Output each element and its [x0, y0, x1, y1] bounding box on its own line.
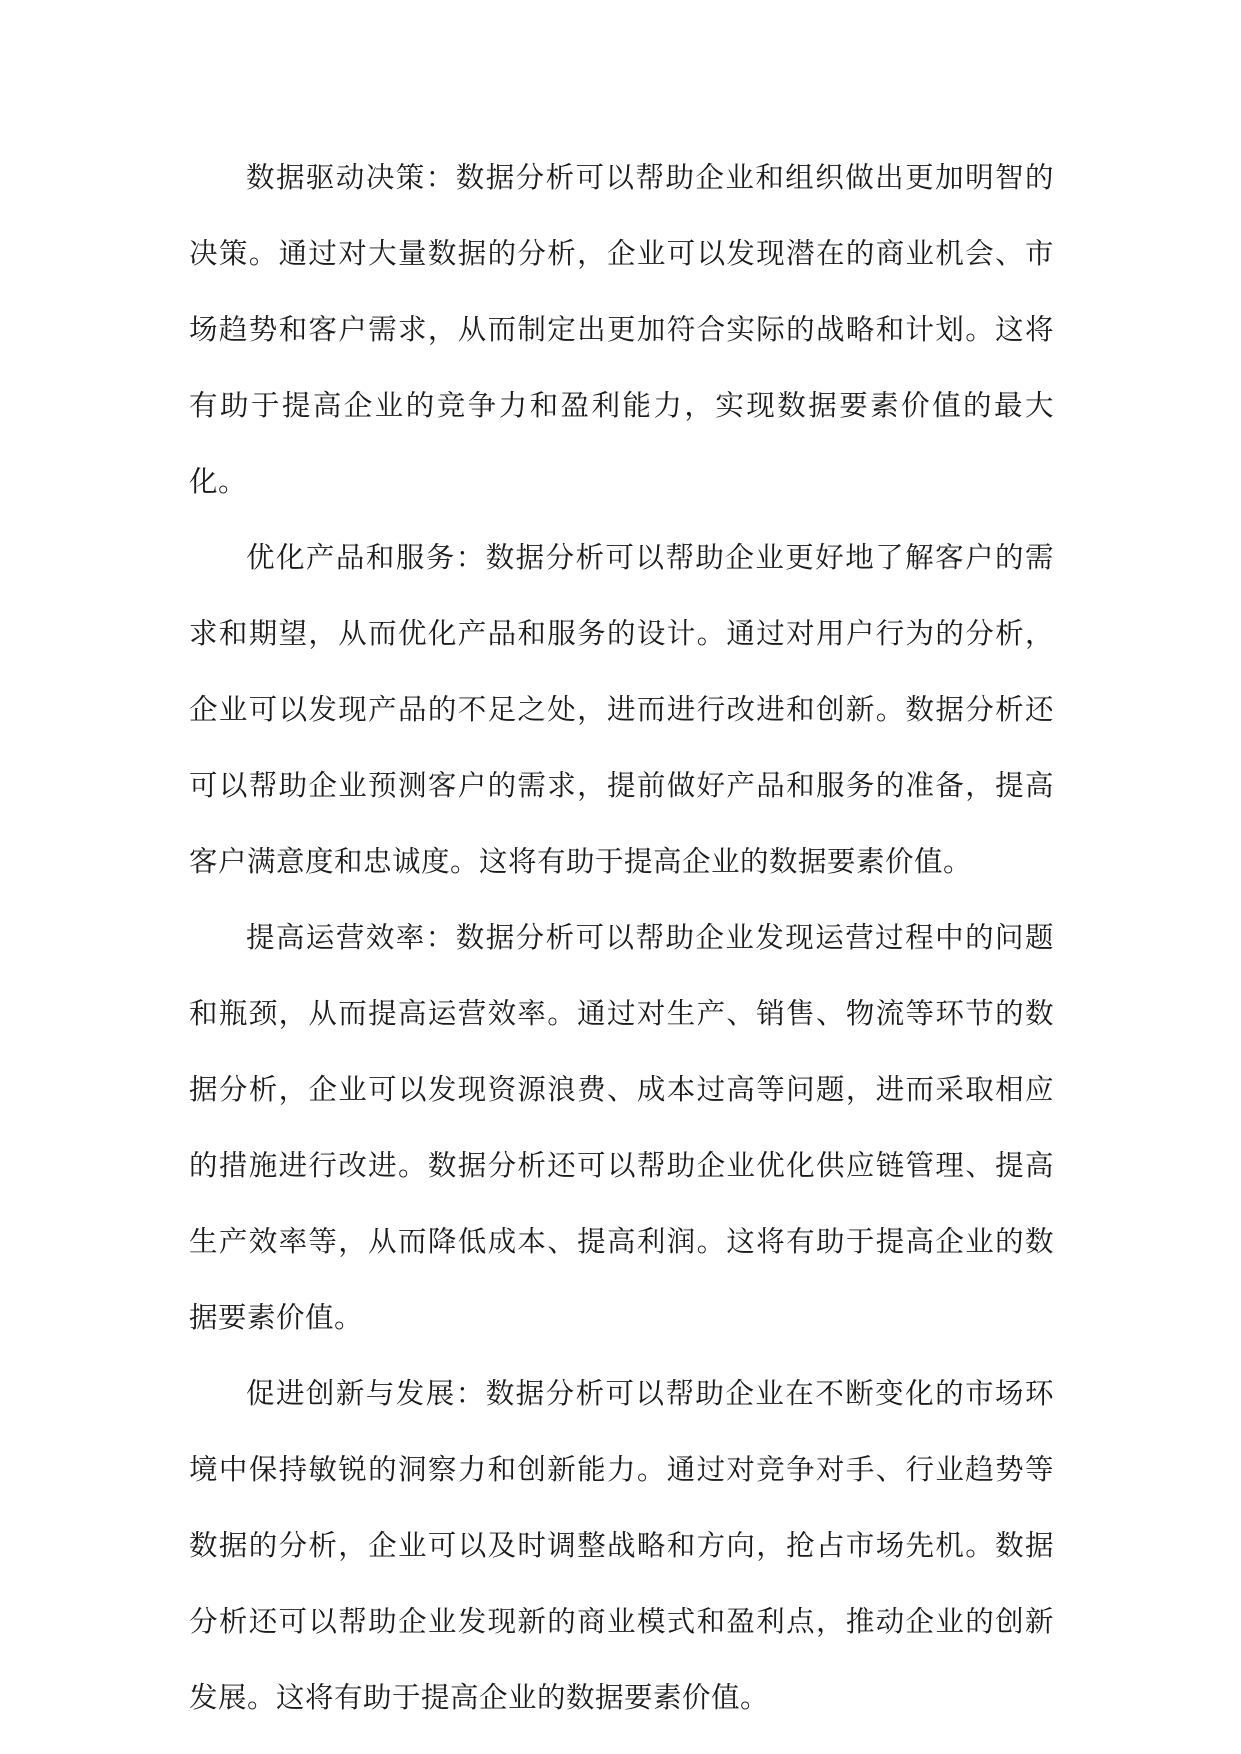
paragraph-optimize-products-services: 优化产品和服务：数据分析可以帮助企业更好地了解客户的需求和期望，从而优化产品和服务的设计。通过对用户行为的分析，企业可以发现产品的不足之处，进而进行改进和创新。数据分析还可以帮助企业预测客户的需求，提前做好产品和服务的准备，提高客户满意度和忠诚度。这将有助于提高企业的数据要素价值。 — [189, 541, 1054, 878]
paragraph-improve-operational-efficiency: 提高运营效率：数据分析可以帮助企业发现运营过程中的问题和瓶颈，从而提高运营效率。通过对生产、销售、物流等环节的数据分析，企业可以发现资源浪费、成本过高等问题，进而采取相应的措施进行改进。数据分析还可以帮助企业优化供应链管理、提高生产效率等，从而降低成本、提高利润。这将有助于提高企业的数据要素价值。 — [189, 921, 1054, 1334]
document-body — [189, 140, 1054, 1736]
paragraph-data-driven-decisions: 数据驱动决策：数据分析可以帮助企业和组织做出更加明智的决策。通过对大量数据的分析，企业可以发现潜在的商业机会、市场趋势和客户需求，从而制定出更加符合实际的战略和计划。这将有助于提高企业的竞争力和盈利能力，实现数据要素价值的最大化。 — [189, 161, 1054, 498]
paragraph-promote-innovation: 促进创新与发展：数据分析可以帮助企业在不断变化的市场环境中保持敏锐的洞察力和创新能力。通过对竞争对手、行业趋势等数据的分析，企业可以及时调整战略和方向，抢占市场先机。数据分析还可以帮助企业发现新的商业模式和盈利点，推动企业的创新发展。这将有助于提高企业的数据要素价值。 — [189, 1377, 1054, 1714]
